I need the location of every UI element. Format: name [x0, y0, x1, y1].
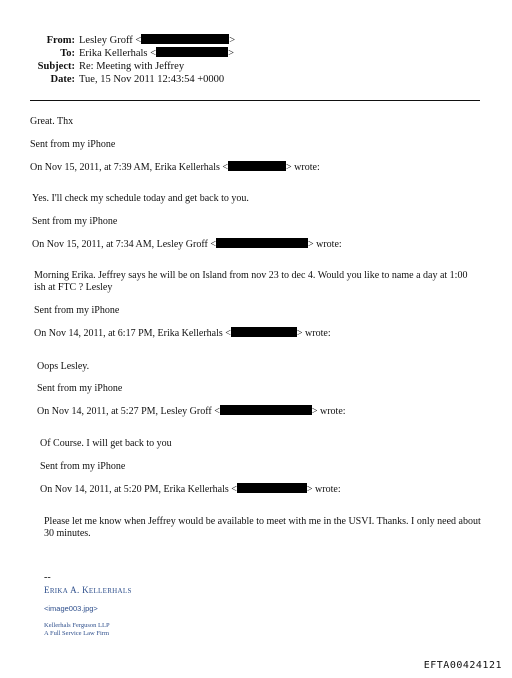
message-2-sent-from: Sent from my iPhone	[32, 216, 118, 227]
quote-prefix: On Nov 14, 2011, at 5:27 PM, Lesley Groff <	[37, 406, 220, 417]
signature-name	[44, 585, 132, 595]
message-1-body: Great. Thx	[30, 116, 74, 127]
from-label: From:	[46, 35, 75, 46]
to-label: To:	[60, 48, 75, 59]
quote-suffix: > wrote:	[296, 328, 331, 339]
to-name: Erika Kellerhals <	[79, 48, 157, 59]
firm-tagline: A Full Service Law Firm	[44, 630, 109, 637]
message-5-sent-from: Sent from my iPhone	[40, 461, 126, 472]
subject-label: Subject:	[37, 61, 75, 72]
from-value	[79, 34, 235, 47]
redaction-block	[216, 238, 308, 248]
message-1-quote-header	[30, 161, 320, 174]
sig-middle: A.	[68, 585, 83, 595]
redaction-block	[228, 161, 286, 171]
message-3-sent-from: Sent from my iPhone	[34, 305, 120, 316]
message-3-body: Morning Erika. Jeffrey says he will be on Island from nov 23 to dec 4. Would you like to name a day at 1:00 ish at FTC ? Lesley	[34, 270, 468, 293]
date-label: Date:	[50, 74, 75, 85]
from-close: >	[229, 35, 236, 46]
message-5-body: Of Course. I will get back to you	[40, 438, 172, 449]
redaction-block	[237, 483, 307, 493]
redaction-block	[156, 47, 228, 57]
subject-value: Re: Meeting with Jeffrey	[79, 61, 185, 72]
signature-firm	[44, 622, 110, 638]
message-4-quote-header	[37, 405, 346, 418]
message-2-quote-header	[32, 238, 342, 251]
quote-prefix: On Nov 14, 2011, at 6:17 PM, Erika Kellerhals <	[34, 328, 231, 339]
message-4-body: Oops Lesley.	[37, 361, 90, 372]
quote-suffix: > wrote:	[307, 239, 342, 250]
message-2-body: Yes. I'll check my schedule today and get back to you.	[32, 193, 249, 204]
message-4-sent-from: Sent from my iPhone	[37, 383, 123, 394]
signature-dashes: --	[44, 572, 51, 583]
message-5-quote-header	[40, 483, 341, 496]
message-3-quote-header	[34, 327, 331, 340]
quote-suffix: > wrote:	[306, 484, 341, 495]
quote-suffix: > wrote:	[311, 406, 346, 417]
sig-initial: E	[44, 585, 50, 595]
message-1-sent-from: Sent from my iPhone	[30, 139, 116, 150]
redaction-block	[141, 34, 229, 44]
sig-last-rest: ELLERHALS	[88, 587, 132, 595]
redaction-block	[220, 405, 312, 415]
sig-first-rest: RIKA	[49, 587, 69, 595]
signature-image-placeholder: <image003.jpg>	[44, 604, 98, 613]
document-id: EFTA00424121	[423, 660, 502, 671]
redaction-block	[231, 327, 297, 337]
firm-name: Kellerhals Ferguson LLP	[44, 622, 110, 629]
to-close: >	[228, 48, 234, 59]
quote-suffix: > wrote:	[286, 162, 320, 173]
message-6-body: Please let me know when Jeffrey would be available to meet with me in the USVI. Thanks. I only need about 30 minutes.	[44, 516, 481, 539]
date-value: Tue, 15 Nov 2011 12:43:54 +0000	[79, 74, 225, 85]
header-divider	[30, 100, 480, 101]
quote-prefix: On Nov 14, 2011, at 5:20 PM, Erika Kellerhals <	[40, 484, 237, 495]
sig-initial: K	[82, 585, 89, 595]
from-name: Lesley Groff <	[79, 35, 142, 46]
quote-prefix: On Nov 15, 2011, at 7:39 AM, Erika Kellerhals <	[30, 162, 229, 173]
quote-prefix: On Nov 15, 2011, at 7:34 AM, Lesley Groff <	[32, 239, 216, 250]
to-value	[79, 47, 234, 60]
